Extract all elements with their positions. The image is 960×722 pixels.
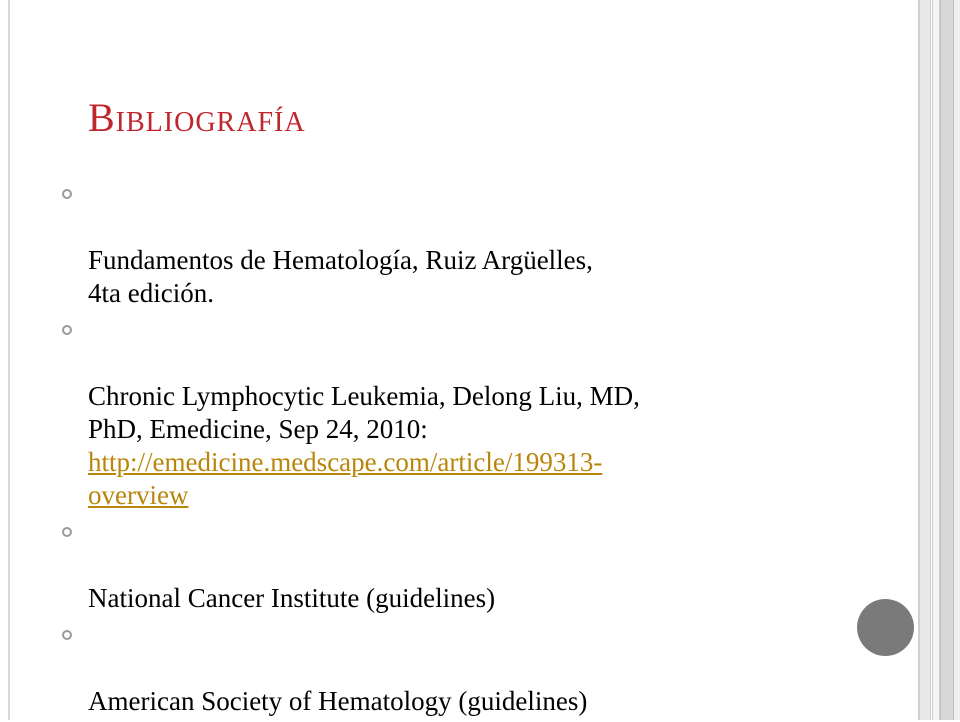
list-item xyxy=(62,178,822,310)
side-bar xyxy=(932,0,940,720)
side-bar xyxy=(920,0,931,720)
bullet-marker-icon xyxy=(62,325,72,335)
bullet-text: National Cancer Institute (guidelines) xyxy=(88,583,496,613)
list-item xyxy=(62,314,822,512)
bibliography-list xyxy=(62,178,822,722)
bullet-marker-icon xyxy=(62,630,72,640)
side-bar xyxy=(940,0,954,720)
bullet-text: Chronic Lymphocytic Leukemia, Delong Liu, MD, PhD, Emedicine, Sep 24, 2010: xyxy=(88,381,640,444)
list-item xyxy=(62,516,822,615)
decorative-circle xyxy=(857,599,914,656)
slide-title: Bibliografía xyxy=(88,95,306,140)
reference-link[interactable]: http://emedicine.medscape.com/article/199313- overview xyxy=(88,447,603,510)
bullet-text: American Society of Hematology (guidelines) xyxy=(88,686,588,716)
bullet-text: Fundamentos de Hematología, Ruiz Argüelles, 4ta edición. xyxy=(88,245,593,308)
side-bar xyxy=(954,0,960,720)
bullet-marker-icon xyxy=(62,527,72,537)
bullet-marker-icon xyxy=(62,189,72,199)
list-item xyxy=(62,619,822,718)
